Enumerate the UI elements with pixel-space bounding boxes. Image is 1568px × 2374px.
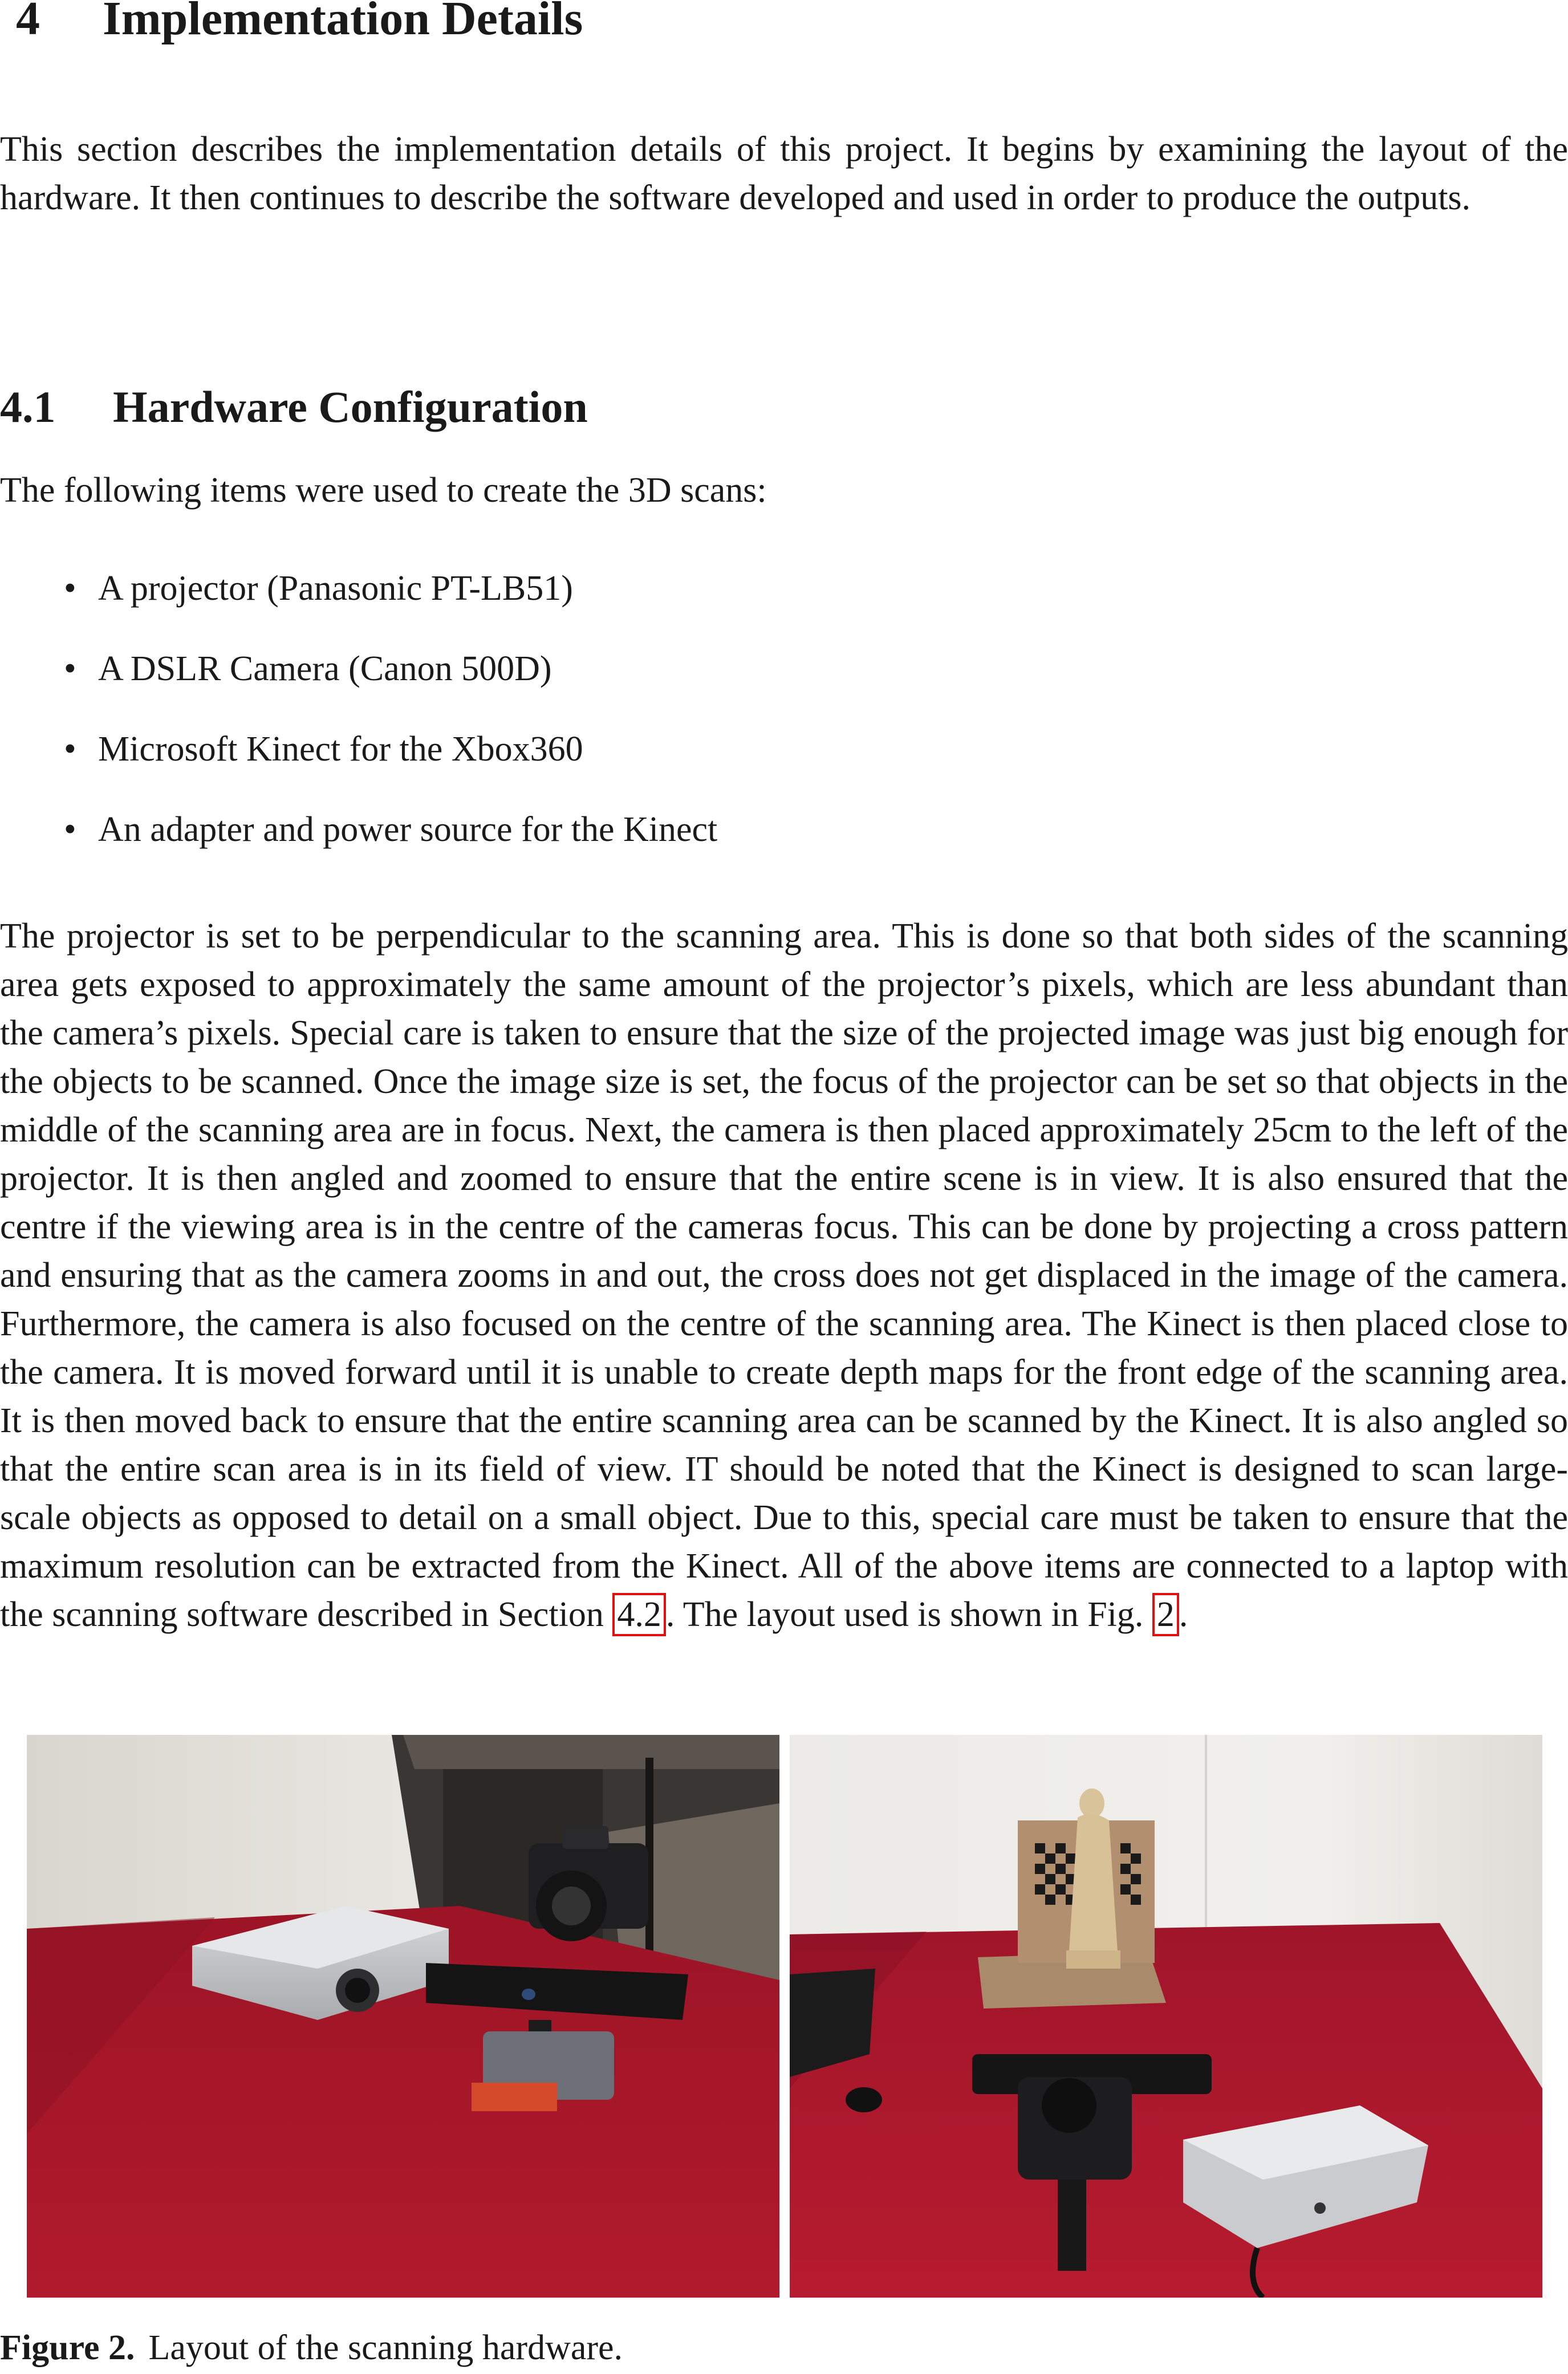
subsection-title: Hardware Configuration (113, 382, 588, 432)
figure-caption (0, 2324, 623, 2372)
subsection-number: 4.1 (0, 382, 56, 432)
subsection-heading (0, 379, 588, 435)
list-item: • A DSLR Camera (Canon 500D) (0, 645, 717, 725)
figure-label: Figure 2. (0, 2328, 135, 2367)
lead-paragraph: The following items were used to create the 3D scans: (0, 471, 767, 510)
photo-left (27, 1735, 779, 2298)
intro-paragraph: This section describes the implementation details of this project. It begins by examining the layout of the hardware. It then continues to describe the software developed and used in order to produce the outputs. (0, 130, 1568, 217)
section-reference-link[interactable]: 4.2 (612, 1593, 666, 1636)
bullet-icon: • (64, 569, 76, 608)
section-heading (16, 0, 583, 48)
body-paragraph: The projector is set to be perpendicular to the scanning area. This is done so that both sides of the scanning area gets exposed to approximately the same amount of the projector’s pixels, which are less abundant than the camera’s pixels. Special care is taken to ensure that the size of the projected image was just big enough for the objects to be scanned. Once the image size is set, the focus of the projector can be set so that objects in the middle of the scanning area are in focus. Next, the camera is then placed approximately 25cm to the left of the projector. It is then angled and zoomed to ensure that the entire scene is in view. It is also ensured that the centre if the viewing area is in the centre of the cameras focus. This can be done by projecting a cross pattern and ensuring that as the camera zooms in and out, the cross does not get displaced in the image of the camera. Furthermore, the camera is also focused on the centre of the scanning area. The Kinect is then placed close to the camera. It is moved forward until it is unable to create depth maps for the front edge of the scanning area. It is then moved back to ensure that the entire scanning area can be scanned by the Kinect. It is also angled so that the entire scan area is in its field of view. IT should be noted that the Kinect is designed to scan large-scale objects as opposed to detail on a small object. Due to this, special care must be taken to ensure that the maximum resolution can be extracted from the Kinect. All of the above items are connected to a laptop with the scanning software described in Section 4.2 . The layout used is shown in Fig. 2 . (0, 912, 1568, 1639)
scanning-setup-photo-rear (790, 1735, 1542, 2298)
list-item: • Microsoft Kinect for the Xbox360 (0, 725, 717, 806)
list-item: • A projector (Panasonic PT-LB51) (0, 564, 717, 645)
scanning-setup-photo-front (27, 1735, 779, 2298)
section-title: Implementation Details (103, 0, 583, 45)
list-item: • An adapter and power source for the Kinect (0, 806, 717, 886)
bullet-icon: • (64, 810, 76, 849)
section-number: 4 (16, 0, 40, 45)
bullet-icon: • (64, 730, 76, 769)
figure-reference-link[interactable]: 2 (1152, 1593, 1179, 1636)
photo-right (790, 1735, 1542, 2298)
figure-caption-text: Layout of the scanning hardware. (148, 2328, 623, 2367)
bullet-icon: • (64, 649, 76, 688)
hardware-list (0, 564, 717, 886)
